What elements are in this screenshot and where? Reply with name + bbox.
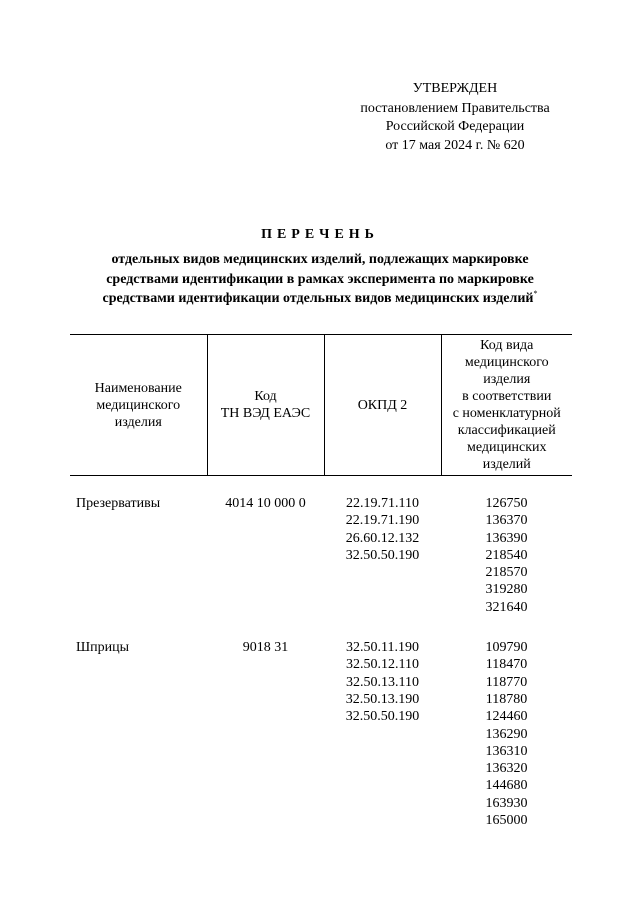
device-type-code: 118770 [485, 674, 528, 690]
header-line: классификацией [457, 423, 556, 438]
header-okpd [324, 335, 441, 476]
header-line: с номенклатурной [452, 406, 561, 421]
header-name [70, 335, 207, 476]
okpd-codes-cell [324, 616, 441, 829]
medical-devices-table [70, 334, 572, 829]
approval-date-line: от 17 мая 2024 г. № 620 [385, 137, 525, 153]
subtitle-line: средствами идентификации в рамках эксперимента по маркировке [106, 271, 534, 287]
table-header-row [70, 335, 572, 476]
header-line: медицинского [96, 397, 181, 413]
document-subtitle [60, 250, 580, 309]
header-line: Код вида [480, 338, 534, 353]
device-type-code: 321640 [485, 599, 528, 615]
subtitle-line-last [60, 289, 580, 309]
device-type-code: 136310 [485, 743, 528, 759]
device-type-code: 163930 [485, 795, 528, 811]
okpd-code: 26.60.12.132 [345, 530, 420, 546]
footnote-mark: * [533, 289, 538, 298]
header-device-code [441, 335, 572, 476]
okpd-code: 32.50.13.110 [346, 674, 419, 690]
okpd-code: 22.19.71.110 [346, 496, 419, 511]
table-row [70, 476, 572, 617]
approval-line: постановлением Правительства [360, 100, 550, 116]
approval-block [340, 80, 570, 155]
header-line: Код [254, 389, 277, 404]
device-type-codes-cell [441, 476, 572, 617]
header-line: изделия [483, 372, 531, 387]
device-type-code: 218570 [485, 565, 528, 581]
header-line: в соответствии [462, 389, 552, 404]
header-line: изделия [114, 414, 162, 430]
device-name-cell: Шприцы [76, 640, 130, 656]
approval-line: Российской Федерации [385, 119, 525, 134]
device-type-code: 144680 [485, 778, 528, 794]
approval-heading: УТВЕРЖДЕН [412, 81, 498, 96]
device-type-code: 136320 [485, 761, 528, 777]
device-type-code: 136370 [485, 513, 528, 529]
device-type-code: 118470 [485, 657, 528, 673]
device-type-code: 165000 [485, 813, 528, 829]
table-row [70, 616, 572, 829]
header-line: Наименование [94, 380, 182, 396]
tnved-code-cell: 4014 10 000 0 [225, 496, 306, 511]
device-type-code: 124460 [485, 709, 528, 725]
okpd-code: 32.50.50.190 [345, 709, 420, 725]
device-name-cell: Презервативы [76, 496, 161, 511]
okpd-code: 32.50.13.190 [345, 691, 420, 707]
subtitle-line-text: средствами идентификации отдельных видов медицинских изделий [102, 291, 534, 306]
device-type-code: 136390 [485, 530, 528, 546]
device-type-code: 319280 [485, 582, 528, 598]
okpd-code: 32.50.12.110 [346, 657, 419, 673]
header-line: медицинских [467, 440, 547, 455]
okpd-code: 22.19.71.190 [345, 513, 420, 529]
device-type-code: 218540 [485, 547, 528, 563]
header-line: медицинского [464, 355, 549, 370]
subtitle-line: отдельных видов медицинских изделий, подлежащих маркировке [111, 252, 529, 267]
header-line: ТН ВЭД ЕАЭС [220, 406, 311, 421]
okpd-codes-cell [324, 476, 441, 617]
okpd-code: 32.50.11.190 [346, 640, 419, 656]
device-type-code: 118780 [485, 691, 528, 707]
table-body [70, 476, 572, 830]
header-line: ОКПД 2 [357, 397, 408, 413]
device-type-code: 136290 [485, 726, 528, 742]
header-line: изделий [482, 457, 531, 472]
device-type-code: 109790 [485, 640, 528, 656]
okpd-code: 32.50.50.190 [345, 547, 420, 563]
tnved-code-cell: 9018 31 [242, 640, 289, 656]
header-tnved [207, 335, 324, 476]
device-type-code: 126750 [485, 496, 528, 511]
document-title: ПЕРЕЧЕНЬ [261, 227, 379, 242]
device-type-codes-cell [441, 616, 572, 829]
